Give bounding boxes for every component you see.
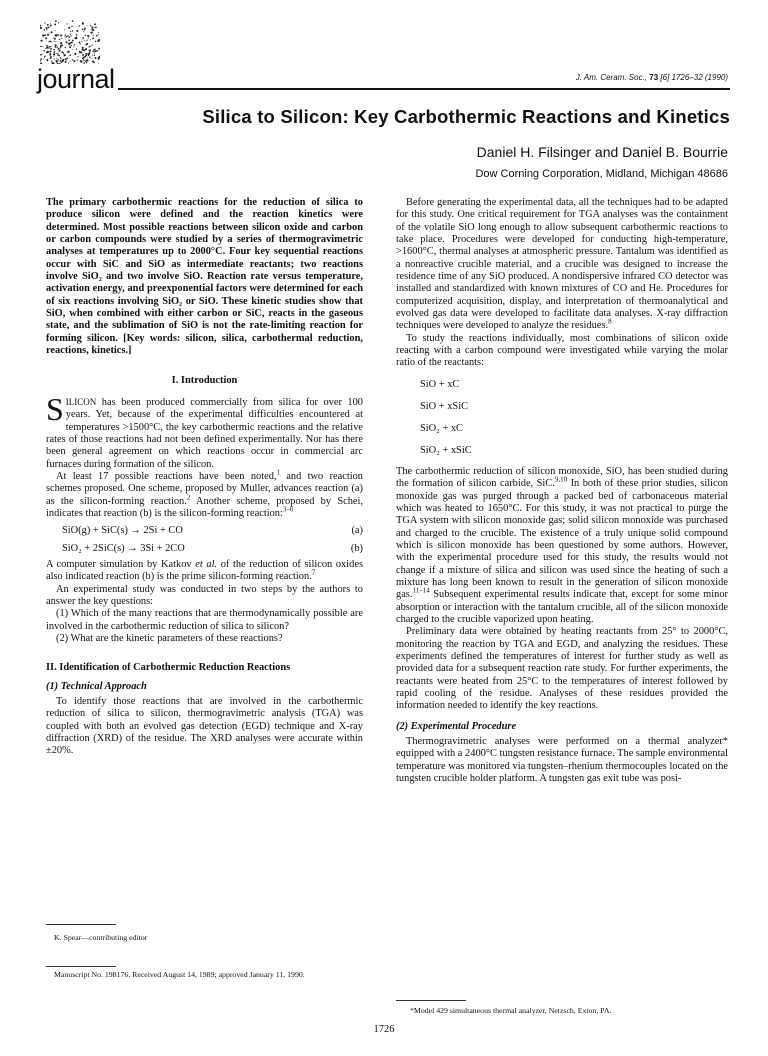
equation-b (62, 543, 363, 555)
intro-paragraph-3 (46, 559, 363, 584)
paper-title: Silica to Silicon: Key Carbothermic Reactions and Kinetics (202, 106, 730, 127)
header-rule (118, 88, 730, 90)
model-footnote-block (396, 1000, 728, 1016)
ref-superscript: 7 (311, 568, 316, 577)
editor-footnote-block (46, 924, 363, 943)
intro-text-1: has been produced commercially from silica for over 100 years. Yet, because of the experimental difficulties encountered at temperatures >1500°C, the key carbothermic reactions and the relative rates of those reactions had not been defined experimentally. Nor has there been general agreement on which reactions occur in commercial arc furnaces during formation of the silicon. (46, 396, 363, 470)
intro-text-2b: and two reaction schemes proposed. One scheme, proposed by Muller, advances reaction (a) as the silicon-forming reaction. (46, 470, 363, 507)
right-paragraph-1 (396, 197, 728, 333)
right-text-3b: In both of these prior studies, silicon monoxide gas was purged through a packed bed of carbonaceous material which was heated to 1650°C. For this study, it was not practical to purge the TGA system with silicon monoxide gas; solid silicon monoxide was purchased and charged to the crucible. The existence of a truly unique solid compound which is silicon monoxide has been questioned by some authors. However, with the experimental procedure used for this study, the results would not change if a mixture of silica and silicon was used since the heating of such a mixture has long been known to result in the generation of silicon monoxide gas. (396, 478, 729, 601)
right-text-1: Before generating the experimental data, all the techniques had to be adapted for this study. One critical requirement for TGA analyses was the containment of the volatile SiO long enough to allow subsequent carbothermic reactions to take place. Procedures were developed for conducting high-temperature, >1600°C, thermal analyses at atmospheric pressure. Tantalum was identified as a nonreactive crucible material, and a crucible was designed to increase the residence time of any SiO produced. A nondispersive infrared CO detector was installed and standardized with known mixtures of CO and He. Procedures for computerized acquisition, display, and interpretation of thermoanalytical and evolved gas data were developed to facilitate data analyses. X-ray diffraction techniques were developed to analyze the residues. (396, 197, 728, 332)
equation-a-label: (a) (351, 525, 363, 537)
drop-cap: S (46, 390, 64, 427)
right-paragraph-2: To study the reactions individually, most combinations of silicon oxide reacting with a carbon compound were investigated while varying the molar ratio of the reactants: (396, 332, 728, 369)
journal-logo-texture (40, 20, 100, 64)
reactant-item: SiO + xSiC (420, 400, 469, 412)
page-number: 1726 (373, 1024, 395, 1035)
equation-a (62, 525, 363, 537)
section-heading-identification: II. Identification of Carbothermic Reduction Reactions (46, 662, 291, 674)
citation-rest: [6] 1726–32 (1990) (660, 73, 728, 82)
section-heading-introduction: I. Introduction (171, 375, 238, 387)
abstract: The primary carbothermic reactions for the reduction of silica to produce silicon were defined and the reaction kinetics were determined. Most possible reactions between silicon oxide and carbon or carbon compounds were studied by a series of thermogravimetric analyses at temperatures up to 2000°C. Four key sequential reactions occur with SiC and SiO as intermediate reactants; two reactions involve SiO₂ and two involve SiO. Reaction rate versus temperature, activation energy, and preexponential factors were determined for each of six reactions involving SiO₂ or SiO. These kinetic studies show that SiO, when combined with either carbon or SiC, reacts in the gaseous state, and the sublimation of SiO is not the rate-limiting reaction for forming silicon. [Key words: silicon, silica, carbothermal reduction, reactions, kinetics.] (46, 197, 363, 357)
ref-superscript: 3–6 (282, 505, 294, 514)
citation-volume: 73 (649, 73, 659, 82)
question-2: (2) What are the kinetic parameters of these reactions? (56, 633, 283, 644)
intro-paragraph-2 (46, 468, 364, 520)
intro-paragraph-4: An experimental study was conducted in two steps by the authors to answer the key questions: (46, 583, 363, 607)
ref-superscript: 1 (276, 468, 280, 477)
intro-text-2c: Another scheme, proposed by Schei, indicates that reaction (b) is the silicon-forming reaction: (46, 495, 364, 519)
editor-footnote: K. Spear—contributing editor (54, 933, 148, 942)
ref-superscript: 2 (186, 493, 191, 502)
equation-a-text: SiO(g) + SiC(s) → 2Si + CO (62, 525, 183, 537)
right-paragraph-4: Preliminary data were obtained by heating reactants from 25° to 2000°C, monitoring the reaction by TGA and EGD, and analyzing the residues. These experiments defined the temperatures of interest for further study as well as provided data for a subsequent reaction rate study. For further experiments, the reactants were heated from 25°C to the temperatures of interest followed by rapid cooling of the residue. Analyses of these residues provided the information needed to identify the key reactions. (396, 626, 728, 712)
footnote-rule (46, 924, 116, 925)
right-paragraph-3 (396, 466, 728, 626)
subsection-experimental-procedure: (2) Experimental Procedure (396, 720, 517, 732)
left-column (46, 197, 363, 758)
intro-text-3b: of the reduction of silicon oxides also indicated reaction (b) is the prime silicon-forming reaction. (46, 558, 363, 583)
intro-text-3a: A computer simulation by Katkov (46, 558, 196, 570)
intro-smallcaps: ILICON (65, 396, 97, 407)
right-text-3c: Subsequent experimental results indicate that, except for some minor absorption or interaction with the tantalum crucible, all of the silicon monoxide charged to the crucible vaporized upon heating. (396, 589, 728, 625)
equation-b-text: SiO₂ + 2SiC(s) → 3Si + 2CO (62, 542, 185, 554)
subsection-technical-approach: (1) Technical Approach (46, 680, 147, 692)
et-al: et al. (195, 558, 218, 570)
author-affiliation: Dow Corning Corporation, Midland, Michigan 48686 (475, 168, 728, 180)
speckle-logo-icon (40, 20, 100, 64)
ref-superscript: 8 (608, 317, 612, 326)
equation-b-label: (b) (350, 542, 363, 554)
footnote-rule (46, 966, 116, 967)
reactant-item: SiO + xC (420, 378, 460, 390)
journal-citation (576, 73, 728, 82)
technical-approach-paragraph: To identify those reactions that are involved in the carbothermic reduction of silica to silicon, thermogravimetric analysis (TGA) was coupled with both an evolved gas detection (EGD) technique and X-ray diffraction (XRD) of the residue. The XRD analyses were accurate within ±20%. (46, 696, 363, 757)
reactant-item: SiO₂ + xC (420, 422, 463, 434)
reactant-list (420, 374, 728, 462)
intro-paragraph-1 (46, 390, 363, 471)
manuscript-footnote-block (46, 966, 363, 980)
ref-superscript: 9,10 (554, 475, 568, 484)
paper-authors: Daniel H. Filsinger and Daniel B. Bourrie (476, 144, 728, 160)
model-footnote: *Model 429 simultaneous thermal analyzer, Netzsch, Exton, PA. (410, 1006, 612, 1015)
journal-logo-word: journal (37, 64, 115, 94)
experimental-procedure-paragraph: Thermogravimetric analyses were performed on a thermal analyzer* equipped with a 2400°C tungsten resistance furnace. The sample environmental temperature was monitored via tungsten–rhenium thermocouples located on the tungsten crucible holder platform. A tungsten gas exit tube was posi- (396, 736, 728, 785)
right-column (396, 197, 728, 785)
manuscript-footnote: Manuscript No. 198176. Received August 14, 1989; approved January 11, 1990. (54, 970, 305, 979)
right-text-3a: The carbothermic reduction of silicon monoxide, SiO, has been studied during the formation of silicon carbide, SiC. (396, 465, 728, 490)
question-1: (1) Which of the many reactions that are thermodynamically possible are involved in the carbothermic reduction of silica to silicon? (46, 608, 363, 632)
footnote-rule (396, 1000, 466, 1001)
citation-prefix: J. Am. Ceram. Soc., (575, 73, 648, 82)
intro-text-2a: At least 17 possible reactions have been noted, (56, 470, 277, 482)
reactant-item: SiO₂ + xSiC (420, 444, 472, 456)
ref-superscript: 11–14 (412, 586, 430, 595)
